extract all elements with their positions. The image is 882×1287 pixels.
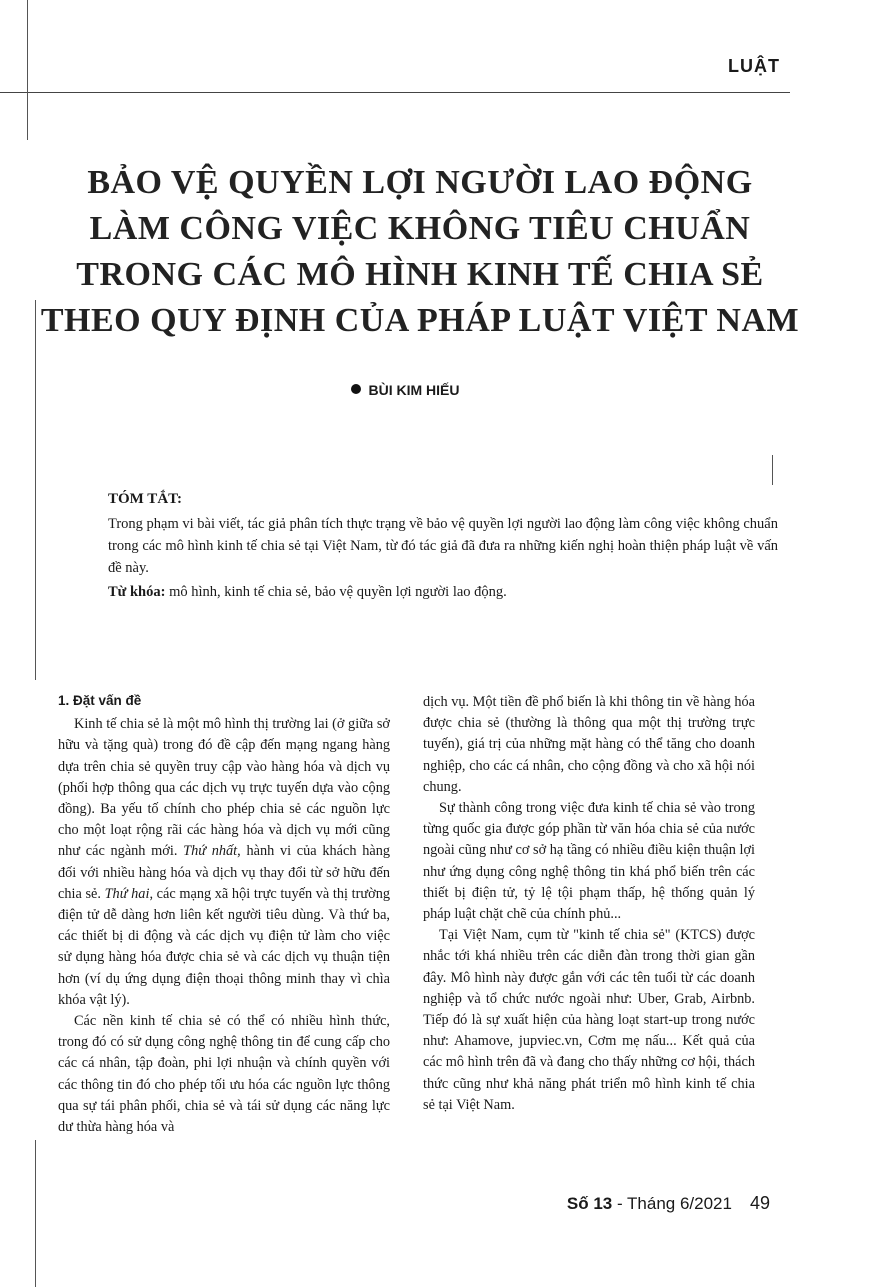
paragraph-text: , các mạng xã hội trực tuyến và thị trường điện tử dễ dàng hơn liên kết người tiêu dùng. Và thứ ba, các thiết bị di động và các dịch vụ điện tử làm cho việc sử dụng hàng hóa được chia sẻ và các dịch vụ thuận tiện hơn (ví dụ ứng dụng điện thoại thông minh thay vì chìa khóa vật lý). [58, 885, 390, 1008]
emphasis-text: Thứ hai [104, 885, 150, 902]
section-label: LUẬT [728, 56, 780, 76]
left-column [58, 690, 390, 1138]
paragraph: dịch vụ. Một tiền đề phổ biến là khi thông tin về hàng hóa được chia sẻ (thường là thông qua một thị trường trực tuyến), giá trị của những mặt hàng có thể tăng cho doanh nghiệp, cho các cá nhân, cho cộng đồng và cho xã hội nói chung. [423, 694, 755, 795]
title-line: BẢO VỆ QUYỀN LỢI NGƯỜI LAO ĐỘNG [87, 164, 753, 201]
abstract-heading: TÓM TẮT: [108, 491, 183, 507]
title-line: TRONG CÁC MÔ HÌNH KINH TẾ CHIA SẺ [76, 256, 764, 293]
margin-line-mid [35, 300, 36, 680]
issue-number: Số 13 [566, 1194, 613, 1213]
bullet-icon [351, 384, 361, 394]
article-title [40, 160, 800, 344]
issue-date: - Tháng 6/2021 [612, 1194, 732, 1213]
author-name: BÙI KIM HIẾU [368, 382, 460, 398]
page-footer [567, 1193, 770, 1214]
right-column [423, 692, 755, 1116]
keywords-line [108, 581, 778, 603]
paragraph-text: Kinh tế chia sẻ là một mô hình thị trường lai (ở giữa sở hữu và tặng quà) trong đó đề cập đến mạng ngang hàng dựa trên chia sẻ quyền truy cập vào hàng hóa và dịch vụ (phối hợp thông qua các dịch vụ trực tuyến dựa vào cộng đồng). Ba yếu tố chính cho phép chia sẻ các nguồn lực cho một loạt rộng rãi các hàng hóa và dịch vụ mới cũng như các ngành mới. [58, 716, 390, 860]
keywords-label: Từ khóa: [108, 584, 166, 600]
paragraph [58, 714, 390, 1011]
abstract-block [108, 488, 778, 603]
author-line [0, 382, 810, 398]
paragraph: Sự thành công trong việc đưa kinh tế chia sẻ vào trong từng quốc gia được góp phần từ văn hóa chia sẻ của nước ngoài cũng như cơ sở hạ tầng có nhiều điều kiện thuận lợi như ứng dụng công nghệ thông tin khá phổ biến trên các thiết bị điện tử, tỷ lệ tội phạm thấp, hệ thống quản lý pháp luật chặt chẽ của chính phủ... [423, 800, 755, 923]
margin-line-bottom [35, 1140, 36, 1287]
keywords-text: mô hình, kinh tế chia sẻ, bảo vệ quyền lợi người lao động. [169, 584, 507, 600]
section-heading: 1. Đặt vấn đề [58, 693, 142, 708]
title-line: LÀM CÔNG VIỆC KHÔNG TIÊU CHUẨN [89, 210, 751, 247]
header-rule [0, 92, 790, 93]
abstract-body: Trong phạm vi bài viết, tác giả phân tích thực trạng về bảo vệ quyền lợi người lao động làm công việc không chuẩn trong các mô hình kinh tế chia sẻ tại Việt Nam, từ đó tác giả đã đưa ra những kiến nghị hoàn thiện pháp luật về vấn đề này. [108, 516, 778, 576]
margin-line-top [27, 0, 28, 140]
right-margin-mark [772, 455, 773, 485]
paragraph: Các nền kinh tế chia sẻ có thể có nhiều hình thức, trong đó có sử dụng công nghệ thông tin để cung cấp cho các cá nhân, tập đoàn, phi lợi nhuận và chính quyền với các thông tin đó cho phép tối ưu hóa các nguồn lực thông qua sự tái phân phối, chia sẻ và tái sử dụng các năng lực dư thừa hàng hóa và [58, 1013, 390, 1136]
paragraph: Tại Việt Nam, cụm từ "kinh tế chia sẻ" (KTCS) được nhắc tới khá nhiều trên các diễn đàn trong thời gian gần đây. Mô hình này được gắn với các tên tuổi từ các doanh nghiệp và tổ chức nước ngoài như: Uber, Grab, Airbnb. Tiếp đó là sự xuất hiện của hàng loạt start-up trong nước như: Ahamove, jupviec.vn, Cơm mẹ nấu... Kết quả của các mô hình trên đã và đang cho thấy những cơ hội, thách thức cũng như khả năng phát triển mô hình kinh tế chia sẻ tại Việt Nam. [423, 927, 755, 1113]
title-line: THEO QUY ĐỊNH CỦA PHÁP LUẬT VIỆT NAM [40, 302, 800, 339]
paragraph-text: , hành vi của khách hàng đối với nhiều hàng hóa và dịch vụ thay đổi từ sở hữu đến chia sẻ. [58, 843, 391, 902]
page-number: 49 [749, 1193, 770, 1213]
emphasis-text: Thứ nhất [183, 843, 238, 860]
